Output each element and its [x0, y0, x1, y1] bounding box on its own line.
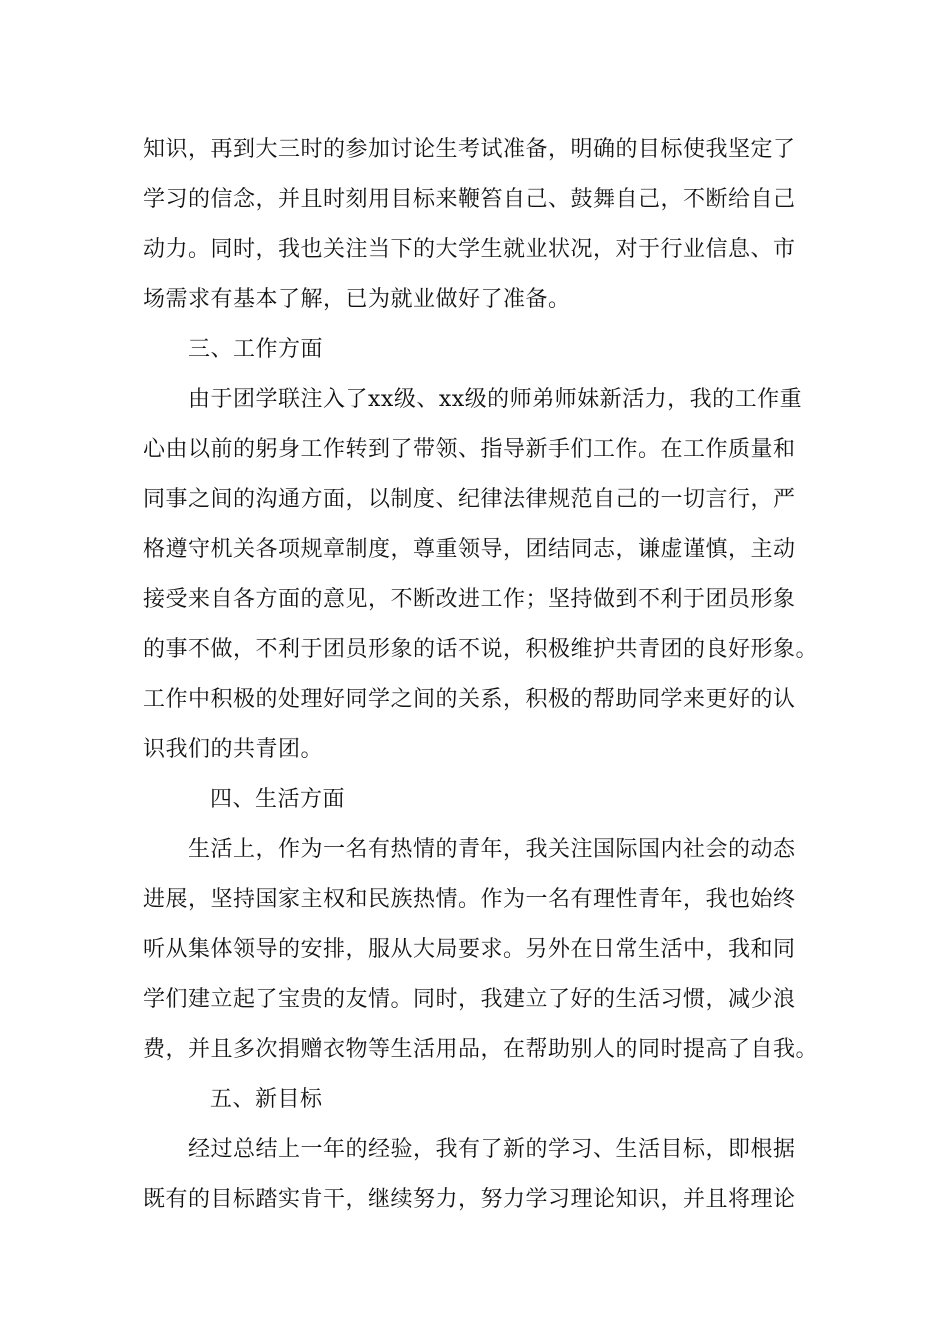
paragraph-line: 知识，再到大三时的参加讨论生考试准备，明确的目标使我坚定了	[143, 137, 796, 162]
paragraph-line: 的事不做，不利于团员形象的话不说，积极维护共青团的良好形象。	[143, 637, 819, 662]
paragraph-line: 同事之间的沟通方面，以制度、纪律法律规范自己的一切言行，严	[143, 487, 796, 512]
section-heading-work: 三、工作方面	[188, 337, 324, 362]
section-heading-life: 四、生活方面	[210, 787, 346, 812]
paragraph-line: 格遵守机关各项规章制度，尊重领导，团结同志，谦虚谨慎，主动	[143, 537, 796, 562]
paragraph-line: 学习的信念，并且时刻用目标来鞭笞自己、鼓舞自己，不断给自己	[143, 187, 796, 212]
paragraph-line: 场需求有基本了解，已为就业做好了准备。	[143, 287, 571, 312]
paragraph-line: 生活上，作为一名有热情的青年，我关注国际国内社会的动态	[188, 837, 796, 862]
paragraph-line: 听从集体领导的安排，服从大局要求。另外在日常生活中，我和同	[143, 937, 796, 962]
paragraph-line: 进展，坚持国家主权和民族热情。作为一名有理性青年，我也始终	[143, 887, 796, 912]
paragraph-line: 经过总结上一年的经验，我有了新的学习、生活目标，即根据	[188, 1137, 796, 1162]
paragraph-line: 由于团学联注入了xx级、xx级的师弟师妹新活力，我的工作重	[188, 387, 803, 412]
paragraph-line: 费，并且多次捐赠衣物等生活用品，在帮助别人的同时提高了自我。	[143, 1037, 819, 1062]
paragraph-line: 接受来自各方面的意见，不断改进工作；坚持做到不利于团员形象	[143, 587, 796, 612]
paragraph-line: 既有的目标踏实肯干，继续努力，努力学习理论知识，并且将理论	[143, 1187, 796, 1212]
paragraph-line: 工作中积极的处理好同学之间的关系，积极的帮助同学来更好的认	[143, 687, 796, 712]
paragraph-line: 动力。同时，我也关注当下的大学生就业状况，对于行业信息、市	[143, 237, 796, 262]
paragraph-line: 学们建立起了宝贵的友情。同时，我建立了好的生活习惯，减少浪	[143, 987, 796, 1012]
paragraph-line: 心由以前的躬身工作转到了带领、指导新手们工作。在工作质量和	[143, 437, 796, 462]
section-heading-new-goal: 五、新目标	[210, 1087, 323, 1112]
paragraph-line: 识我们的共青团。	[143, 737, 324, 762]
